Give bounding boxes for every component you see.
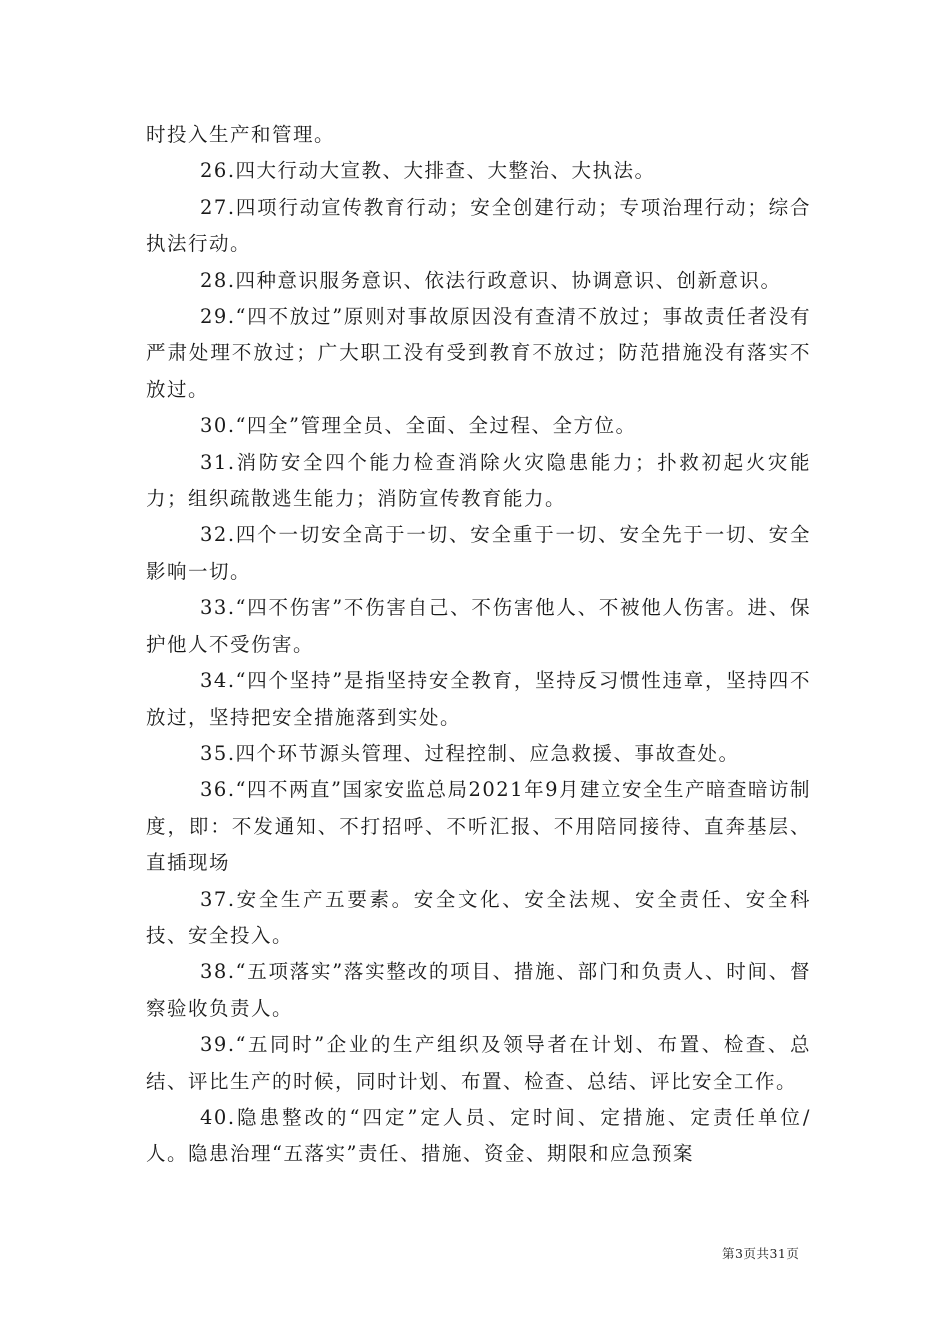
paragraph-item-36: 36.“四不两直”国家安监总局2021年9月建立安全生产暗查暗访制度，即：不发通知、不打招呼、不听汇报、不用陪同接待、直奔基层、直插现场 (146, 778, 811, 875)
paragraph-item-39: 39.“五同时”企业的生产组织及领导者在计划、布置、检查、总结、评比生产的时候，同时计划、布置、检查、总结、评比安全工作。 (146, 1033, 811, 1093)
paragraph-item-34: 34.“四个坚持”是指坚持安全教育，坚持反习惯性违章，坚持四不放过，坚持把安全措施落到实处。 (146, 669, 811, 729)
paragraph-item-40: 40.隐患整改的“四定”定人员、定时间、定措施、定责任单位/人。隐患治理“五落实”责任、措施、资金、期限和应急预案 (146, 1105, 811, 1166)
paragraph-item-27: 27.四项行动宣传教育行动；安全创建行动；专项治理行动；综合执法行动。 (146, 195, 811, 256)
paragraph-continuation: 时投入生产和管理。 (146, 123, 336, 146)
paragraph-item-31: 31.消防安全四个能力检查消除火灾隐患能力；扑救初起火灾能力；组织疏散逃生能力；消防宣传教育能力。 (146, 450, 811, 511)
paragraph-item-33: 33.“四不伤害”不伤害自己、不伤害他人、不被他人伤害。进、保护他人不受伤害。 (146, 596, 811, 656)
paragraph-item-29: 29.“四不放过”原则对事故原因没有查清不放过；事故责任者没有严肃处理不放过；广大职工没有受到教育不放过；防范措施没有落实不放过。 (146, 305, 811, 401)
paragraph-item-35: 35.四个环节源头管理、过程控制、应急救援、事故查处。 (200, 741, 740, 765)
paragraph-item-32: 32.四个一切安全高于一切、安全重于一切、安全先于一切、安全影响一切。 (146, 523, 811, 583)
paragraph-item-28: 28.四种意识服务意识、依法行政意识、协调意识、创新意识。 (200, 268, 782, 292)
paragraph-item-38: 38.“五项落实”落实整改的项目、措施、部门和负责人、时间、督察验收负责人。 (146, 960, 811, 1020)
paragraph-item-37: 37.安全生产五要素。安全文化、安全法规、安全责任、安全科技、安全投入。 (146, 887, 811, 947)
document-body (146, 117, 811, 1173)
page-number-footer: 第3页共31页 (722, 1246, 800, 1261)
paragraph-item-30: 30.“四全”管理全员、全面、全过程、全方位。 (200, 414, 637, 438)
paragraph-item-26: 26.四大行动大宣教、大排查、大整治、大执法。 (200, 159, 656, 183)
